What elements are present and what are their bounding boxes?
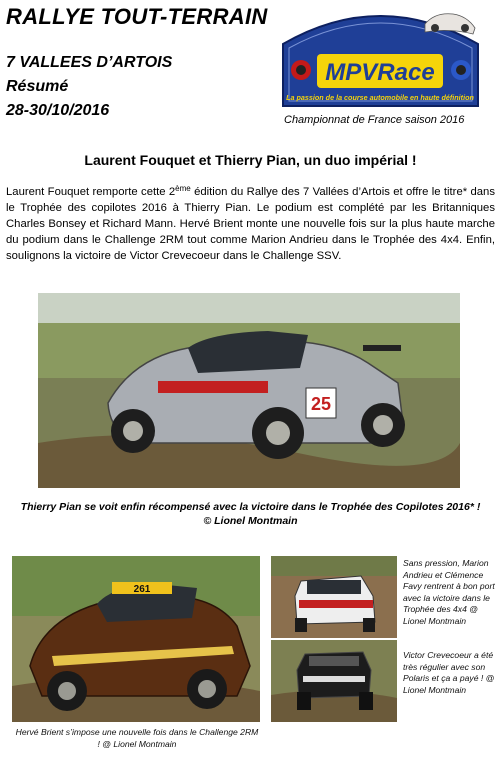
crevecoeur-caption: Victor Crevecoeur a été très régulier avec son Polaris et ça a payé ! @ Lionel Montmain bbox=[403, 650, 495, 695]
event-name: 7 VALLEES D’ARTOIS bbox=[6, 54, 173, 71]
logo-tagline: La passion de la course automobile en haute définition bbox=[286, 93, 474, 102]
brient-caption: Hervé Brient s’impose une nouvelle fois dans le Challenge 2RM ! @ Lionel Montmain bbox=[15, 727, 259, 749]
championship-label: Championnat de France saison 2016 bbox=[284, 114, 465, 126]
photo-brient-car bbox=[12, 556, 260, 722]
brient-car-number: 261 bbox=[133, 584, 151, 595]
document-title: RALLYE TOUT-TERRAIN bbox=[6, 4, 268, 29]
intro-text-1: Laurent Fouquet remporte cette 2 bbox=[6, 186, 176, 198]
photo-andrieu-car bbox=[271, 556, 397, 638]
photo-fouquet-car bbox=[38, 293, 460, 488]
intro-paragraph bbox=[6, 184, 495, 264]
mpv-race-logo bbox=[275, 6, 486, 112]
photo-crevecoeur-car bbox=[271, 640, 397, 722]
article-headline: Laurent Fouquet et Thierry Pian, un duo impérial ! bbox=[84, 152, 417, 168]
main-car-number: 25 bbox=[310, 394, 332, 414]
main-caption-line-1: Thierry Pian se voit enfin récompensé avec la victoire dans le Trophée des Copilotes 2016* ! bbox=[20, 501, 481, 513]
main-caption-line-2: © Lionel Montmain bbox=[203, 515, 298, 527]
event-dates: 28-30/10/2016 bbox=[6, 102, 110, 119]
andrieu-caption: Sans pression, Marion Andrieu et Clémence Favy rentrent à bon port avec la victoire dans le Trophée des 4x4 @ Lionel Montmain bbox=[403, 558, 495, 626]
intro-superscript: ème bbox=[175, 184, 191, 193]
document-kind: Résumé bbox=[6, 78, 69, 95]
logo-brand: MPVRace bbox=[325, 59, 435, 86]
intro-text-2: édition du Rallye des 7 Vallées d’Artois et offre le titre* dans le Trophée des copilotes 2016 à Thierry Pian. Le podium est complété par les Britanniques Charles Bonsey et Richard Mann. Hervé Brient monte une nouvelle fois sur la plus haute marche du podium dans le Challenge 2RM tout comme Marion Andrieu dans le Trophée des 4x4. Enfin, soulignons la victoire de Victor Crevecoeur dans le Challenge SSV. bbox=[6, 186, 495, 262]
main-photo-caption bbox=[10, 500, 491, 528]
